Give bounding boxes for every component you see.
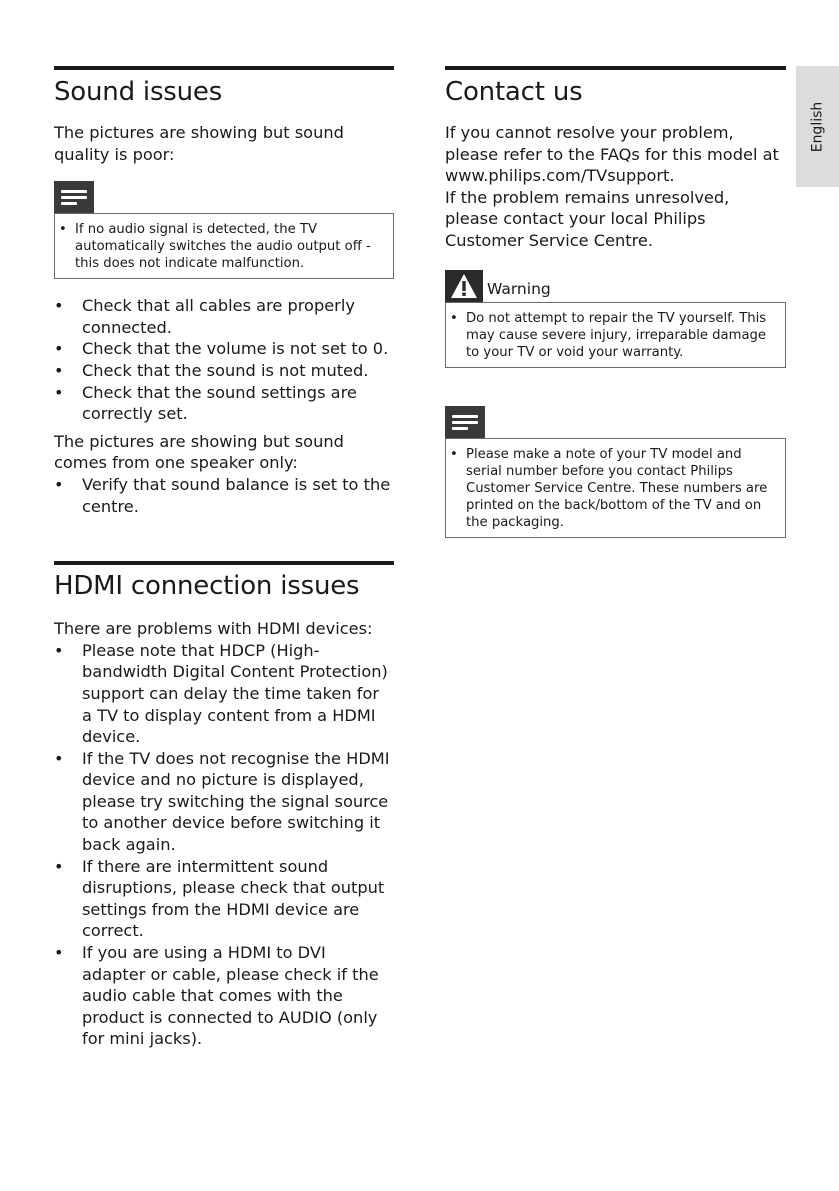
contact-us-heading: Contact us — [445, 77, 583, 107]
hdmi-issues-list — [54, 640, 394, 1050]
list-item: • Check that the sound is not muted. — [54, 360, 369, 380]
list-item: • Verify that sound balance is set to the centre. — [54, 474, 391, 516]
warning-icon — [445, 270, 483, 302]
note-icon — [54, 181, 94, 213]
list-item: • If you are using a HDMI to DVI adapter or cable, please check if the audio cable that comes with the product is connected to AUDIO (only for mini jacks). — [54, 943, 379, 1049]
note-item: • If no audio signal is detected, the TV automatically switches the audio output off - this does not indicate malfunction. — [59, 222, 371, 272]
list-item: • Please note that HDCP (High-bandwidth Digital Content Protection) support can delay the time taken for a TV to display content from a HDMI device. — [54, 640, 388, 747]
warning-item: • Do not attempt to repair the TV yourself. This may cause severe injury, irreparable damage to your TV or void your warranty. — [450, 310, 767, 360]
sound-note — [54, 181, 394, 279]
support-url: www.philips.com/TVsupport. — [445, 166, 675, 186]
list-item: • Check that the volume is not set to 0. — [54, 339, 389, 359]
left-column — [54, 66, 394, 1050]
list-item: • Check that all cables are properly connected. — [54, 296, 355, 337]
hdmi-issues-intro: There are problems with HDMI devices: — [54, 619, 373, 639]
sound-issues-heading: Sound issues — [54, 77, 223, 107]
sound-checks-list-2 — [54, 474, 394, 517]
warning-label: Warning — [487, 279, 551, 298]
contact-note — [445, 406, 786, 538]
hdmi-issues-heading: HDMI connection issues — [54, 571, 360, 602]
note-box — [54, 213, 394, 279]
warning-block — [445, 270, 786, 368]
sound-issues-intro: The pictures are showing but sound quality is poor: — [54, 123, 344, 164]
section-rule — [54, 66, 394, 70]
warning-box — [445, 302, 786, 368]
list-item: • If there are intermittent sound disruptions, please check that output settings from the HDMI device are correct. — [54, 856, 385, 941]
list-item: • If the TV does not recognise the HDMI device and no picture is displayed, please try switching the signal source to another device before switching it back again. — [54, 748, 390, 855]
note-box — [445, 438, 786, 538]
note-icon — [445, 406, 485, 438]
sound-issues-intro-2: The pictures are showing but sound comes from one speaker only: — [54, 431, 344, 473]
sound-checks-list — [54, 295, 394, 425]
list-item: • Check that the sound settings are correctly set. — [54, 382, 357, 424]
right-column — [445, 66, 786, 538]
contact-text-2: If the problem remains unresolved, please contact your local Philips Customer Service Centre. — [445, 187, 730, 250]
section-rule — [54, 561, 394, 565]
section-rule — [445, 66, 786, 70]
language-label: English — [809, 101, 826, 152]
contact-text: If you cannot resolve your problem, please refer to the FAQs for this model at — [445, 123, 779, 164]
note-item: • Please make a note of your TV model and serial number before you contact Philips Customer Service Centre. These numbers are printed on the back/bottom of the TV and on the packaging. — [450, 446, 768, 530]
language-tab — [796, 66, 839, 187]
